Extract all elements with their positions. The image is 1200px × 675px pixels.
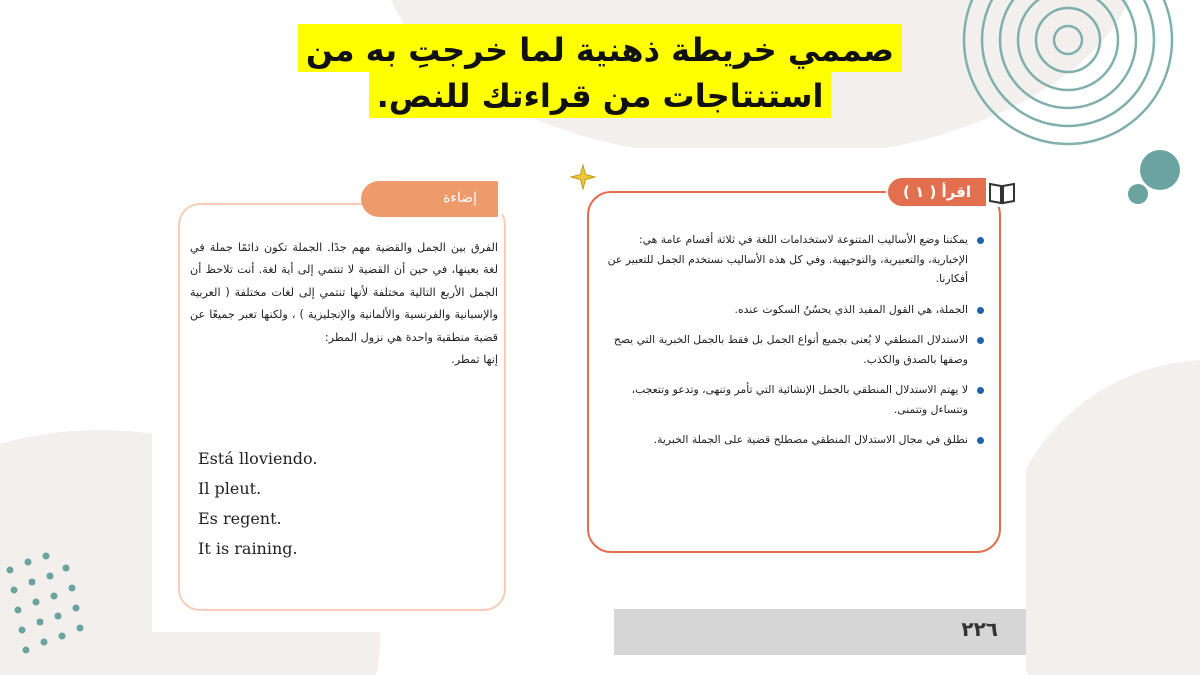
idaa-paragraph-text: الفرق بين الجمل والقضية مهم جدًا. الجملة تكون دائمًا جملة في لغة بعينها، في حين أن القضية لا تنتمي إلى أية لغة. أنت تلاحظ أن الجمل الأربع التالية مختلفة لأنها تنتمي إلى لغات مختلفة ( العربية والإسبانية والفرنسية والألمانية والإنجليزية ) ، ولكنها تعبر جميعًا عن قضية منطقية واحدة هي نزول المطر:: [190, 241, 498, 344]
idaa-paragraph: [190, 237, 498, 371]
list-item: [602, 230, 984, 289]
bullet-dot-icon: [977, 337, 984, 344]
bullet-text: الاستدلال المنطقي لا يُعنى بجميع أنواع الجمل بل فقط بالجمل الخبرية التي يصح وصفها بالصدق والكذب.: [613, 333, 968, 366]
list-item: [602, 330, 984, 369]
title-line-2: استنتاجات من قراءتك للنص.: [369, 70, 832, 118]
slide-title: [0, 24, 1200, 116]
idaa-arabic-example: إنها تمطر.: [451, 353, 498, 367]
title-line-1: صممي خريطة ذهنية لما خرجتِ به من: [298, 24, 902, 72]
bullet-text: نطلق في مجال الاستدلال المنطقي مصطلح قضية على الجملة الخبرية.: [653, 433, 968, 446]
iqra-bullet-list: [602, 230, 984, 461]
example-spanish: Está lloviendo.: [198, 449, 318, 468]
open-book-icon: [987, 177, 1017, 207]
teal-circle-large: [1140, 150, 1180, 190]
page-number: ٢٢٦: [961, 617, 998, 641]
idaa-heading: إضاءة: [361, 181, 497, 217]
bullet-dot-icon: [977, 437, 984, 444]
list-item: [602, 300, 984, 320]
list-item: [602, 430, 984, 450]
background-blob-right: [1000, 360, 1200, 675]
iqra-page: [566, 148, 1026, 675]
bullet-text: الجملة، هي القول المفيد الذي يحسُنُ السكوت عنده.: [734, 302, 968, 316]
dot-pattern-decoration-icon: [0, 540, 130, 675]
bullet-text: يمكننا وضع الأساليب المتنوعة لاستخدامات اللغة في ثلاثة أقسام عامة هي: الإخبارية، والتعبيرية، والتوجيهية. وفي كل هذه الأساليب نستخدم الجمل للتعبير عن أفكارنا.: [607, 233, 968, 285]
sparkle-star-icon: [570, 164, 596, 190]
idaa-page: [152, 143, 510, 632]
teal-circle-small: [1128, 184, 1148, 204]
example-german: Es regent.: [198, 509, 282, 528]
list-item: [602, 380, 984, 419]
bullet-dot-icon: [977, 237, 984, 244]
example-english: It is raining.: [198, 539, 298, 558]
bullet-dot-icon: [977, 387, 984, 394]
bullet-dot-icon: [977, 307, 984, 314]
idaa-tab-cap: [495, 181, 505, 217]
page-number-strip: [614, 609, 1026, 655]
bullet-text: لا يهتم الاستدلال المنطقي بالجمل الإنشائية التي تأمر وتنهى، وتدعو وتتعجب، وتتساءل وتتمنى.: [631, 383, 968, 416]
example-french: Il pleut.: [198, 479, 262, 498]
iqra-heading: اقرأ ( ١ ): [886, 176, 988, 208]
